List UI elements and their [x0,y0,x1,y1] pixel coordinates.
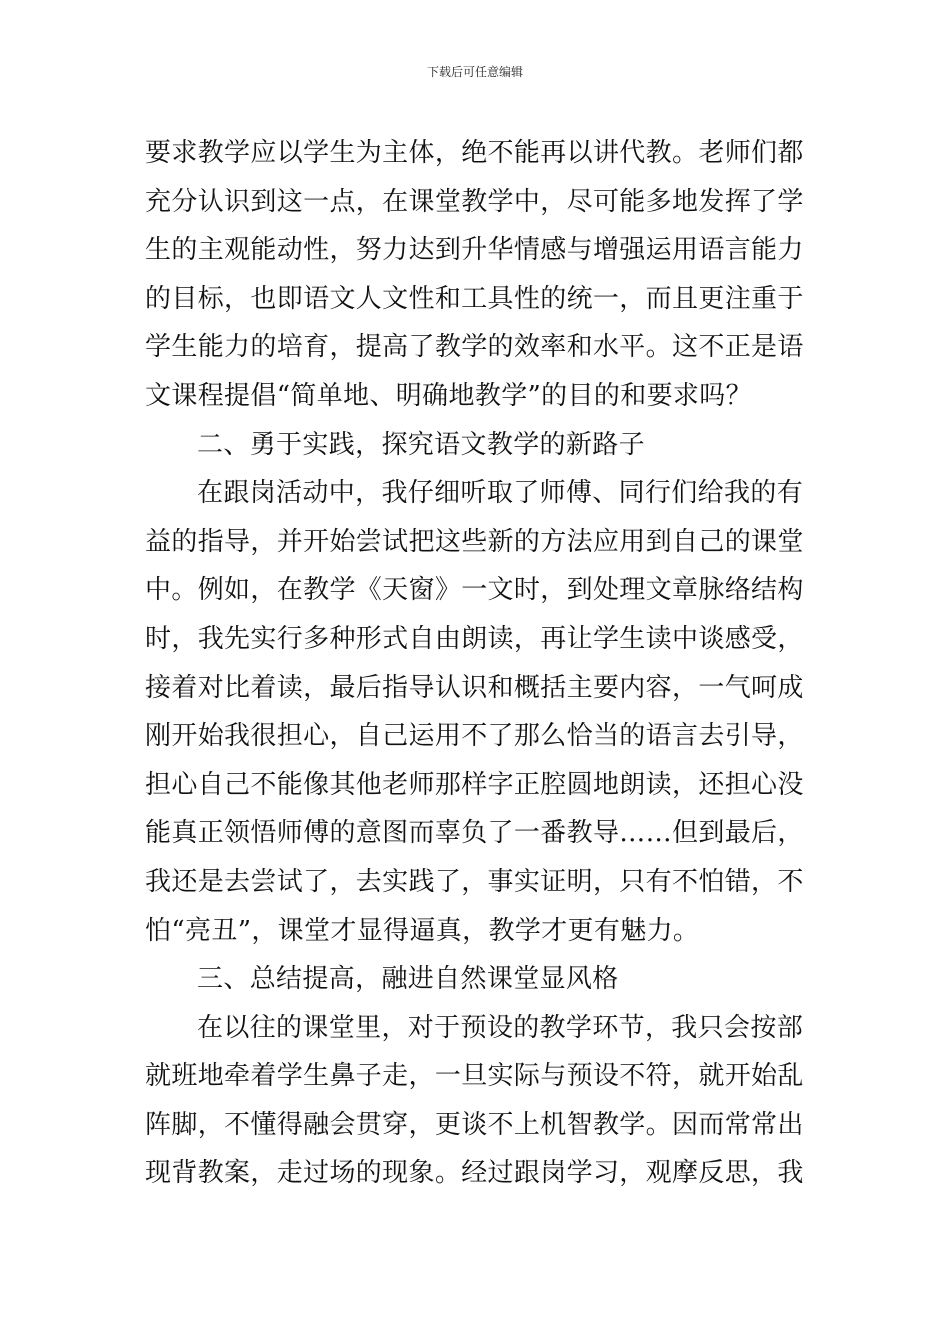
text-line: 阵脚，不懂得融会贯穿，更谈不上机智教学。因而常常出 [145,1109,804,1140]
text-line: 文课程提倡“简单地、明确地教学”的目的和要求吗？ [145,380,752,411]
text-line: 的目标，也即语文人文性和工具性的统一，而且更注重于 [145,283,804,314]
paragraph-start: 在跟岗活动中，我仔细听取了师傅、同行们给我的有 [197,478,804,509]
text-line: 刚开始我很担心，自己运用不了那么恰当的语言去引导， [145,721,804,752]
text-line: 接着对比着读，最后指导认识和概括主要内容，一气呵成 [145,672,804,703]
text-line: 时，我先实行多种形式自由朗读，再让学生读中谈感受， [145,623,804,654]
text-line: 生的主观能动性，努力达到升华情感与增强运用语言能力 [145,235,804,266]
text-line: 充分认识到这一点，在课堂教学中，尽可能多地发挥了学 [145,186,804,217]
text-line: 怕“亮丑”，课堂才显得逼真，教学才更有魅力。 [145,915,700,946]
text-line: 能真正领悟师傅的意图而辜负了一番教导……但到最后， [145,818,804,849]
section-heading: 三、总结提高，融进自然课堂显风格 [197,964,619,995]
text-line: 益的指导，并开始尝试把这些新的方法应用到自己的课堂 [145,526,804,557]
section-heading: 二、勇于实践，探究语文教学的新路子 [197,429,645,460]
text-line: 中。例如，在教学《天窗》一文时，到处理文章脉络结构 [145,575,804,606]
text-line: 就班地牵着学生鼻子走，一旦实际与预设不符，就开始乱 [145,1061,804,1092]
text-line: 现背教案，走过场的现象。经过跟岗学习，观摩反思，我 [145,1158,804,1189]
text-line: 我还是去尝试了，去实践了，事实证明，只有不怕错，不 [145,866,804,897]
text-line: 担心自己不能像其他老师那样字正腔圆地朗读，还担心没 [145,769,804,800]
text-line: 学生能力的培育，提高了教学的效率和水平。这不正是语 [145,332,804,363]
body-text [145,129,810,1198]
page-header: 下载后可任意编辑 [426,65,523,79]
text-line: 要求教学应以学生为主体，绝不能再以讲代教。老师们都 [145,138,804,168]
paragraph-start: 在以往的课堂里，对于预设的教学环节，我只会按部 [197,1012,804,1043]
